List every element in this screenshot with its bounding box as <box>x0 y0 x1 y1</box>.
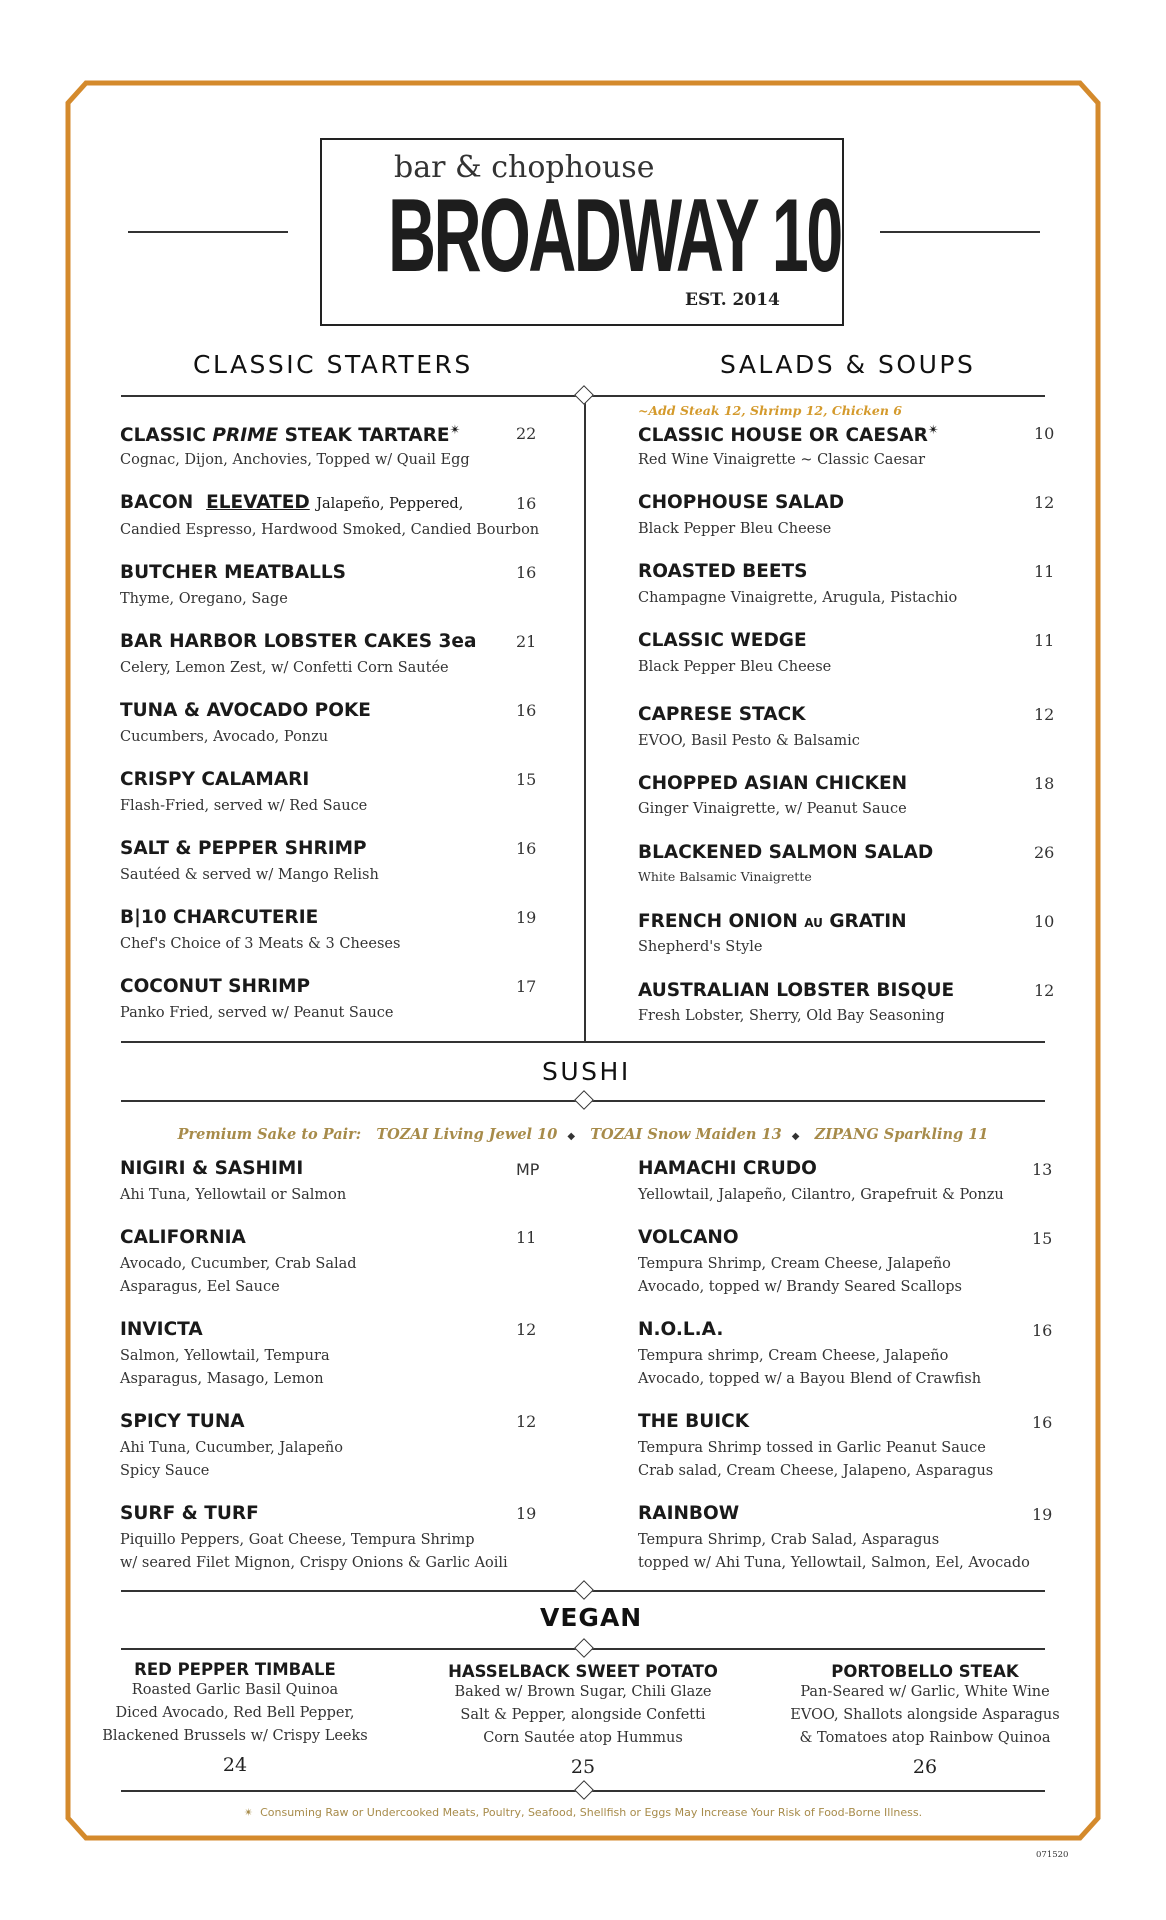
vegan-item <box>100 1660 370 1776</box>
salads-title: SALADS & SOUPS <box>720 350 976 379</box>
salad-price: 11 <box>1034 562 1055 581</box>
sushi-desc: Asparagus, Eel Sauce <box>120 1279 280 1295</box>
logo <box>320 138 844 326</box>
salad-desc: Black Pepper Bleu Cheese <box>638 521 832 537</box>
vegan-desc: Roasted Garlic Basil Quinoa <box>131 1682 339 1698</box>
starter-name: BACON ELEVATED Jalapeño, Peppered, <box>120 492 464 513</box>
sushi-price: 19 <box>516 1504 537 1523</box>
sushi-desc: Ahi Tuna, Cucumber, Jalapeño <box>120 1440 344 1456</box>
sushi-desc: Avocado, Cucumber, Crab Salad <box>120 1256 357 1272</box>
salad-desc: Black Pepper Bleu Cheese <box>638 659 832 675</box>
starter-price: 15 <box>516 770 537 789</box>
starter-price: 16 <box>516 563 537 582</box>
raw-food-warning: ✴ Consuming Raw or Undercooked Meats, Poultry, Seafood, Shellfish or Eggs May Increase Your Risk of Food-Borne Illness. <box>243 1806 923 1819</box>
salad-name: CLASSIC WEDGE <box>638 630 807 651</box>
starter-name: CLASSIC PRIME STEAK TARTARE✴ <box>120 423 461 447</box>
vegan-price: 26 <box>912 1756 938 1778</box>
starter-desc: Chef's Choice of 3 Meats & 3 Cheeses <box>120 936 401 952</box>
salad-price: 12 <box>1034 493 1055 512</box>
column-divider <box>584 396 586 1041</box>
sushi-price: 13 <box>1032 1160 1053 1179</box>
vegan-name: PORTOBELLO STEAK <box>831 1662 1019 1681</box>
warning-icon: ✴ <box>243 1806 254 1819</box>
sushi-desc: Crab salad, Cream Cheese, Jalapeno, Asparagus <box>638 1463 994 1479</box>
starter-name: CRISPY CALAMARI <box>120 769 310 790</box>
sushi-desc: Avocado, topped w/ a Bayou Blend of Crawfish <box>638 1371 982 1387</box>
starter-price: 16 <box>516 701 537 720</box>
sushi-desc: Salmon, Yellowtail, Tempura <box>120 1348 330 1364</box>
starter-price: 17 <box>516 977 537 996</box>
starter-desc: Candied Espresso, Hardwood Smoked, Candied Bourbon <box>120 522 540 538</box>
starter-name: SALT & PEPPER SHRIMP <box>120 838 367 859</box>
vegan-title: VEGAN <box>540 1603 643 1632</box>
sushi-desc: topped w/ Ahi Tuna, Yellowtail, Salmon, Eel, Avocado <box>638 1555 1030 1571</box>
logo-rule-left <box>128 231 288 233</box>
sushi-price: 12 <box>516 1320 537 1339</box>
sushi-price: 19 <box>1032 1505 1053 1524</box>
divider-sushi-top <box>121 1041 1045 1043</box>
logo-est: EST. 2014 <box>685 290 780 310</box>
sushi-desc: Ahi Tuna, Yellowtail or Salmon <box>120 1187 347 1203</box>
starter-desc: Sautéed & served w/ Mango Relish <box>120 867 379 883</box>
sushi-desc: Tempura shrimp, Cream Cheese, Jalapeño <box>638 1348 949 1364</box>
salad-desc: Red Wine Vinaigrette ~ Classic Caesar <box>638 452 926 468</box>
sushi-name: RAINBOW <box>638 1503 740 1524</box>
starter-name: BUTCHER MEATBALLS <box>120 562 346 583</box>
logo-name: BROADWAY 10 <box>388 178 841 294</box>
sushi-price: 16 <box>1032 1413 1053 1432</box>
vegan-desc: & Tomatoes atop Rainbow Quinoa <box>799 1730 1051 1746</box>
sushi-price: MP <box>516 1160 540 1179</box>
vegan-desc: Baked w/ Brown Sugar, Chili Glaze <box>454 1684 712 1700</box>
sushi-name: CALIFORNIA <box>120 1227 246 1248</box>
vegan-item <box>790 1662 1060 1778</box>
starter-price: 22 <box>516 424 537 443</box>
vegan-desc: Pan-Seared w/ Garlic, White Wine <box>800 1684 1050 1700</box>
salad-desc: EVOO, Basil Pesto & Balsamic <box>638 733 860 749</box>
salad-name: CHOPHOUSE SALAD <box>638 492 845 513</box>
salad-price: 18 <box>1034 774 1055 793</box>
salad-name: AUSTRALIAN LOBSTER BISQUE <box>638 980 955 1001</box>
starter-price: 21 <box>516 632 537 651</box>
sushi-name: THE BUICK <box>638 1411 750 1432</box>
sushi-desc: Tempura Shrimp tossed in Garlic Peanut Sauce <box>638 1440 986 1456</box>
sushi-price: 16 <box>1032 1321 1053 1340</box>
vegan-item <box>440 1662 726 1778</box>
vegan-name: HASSELBACK SWEET POTATO <box>448 1662 718 1681</box>
sushi-desc: Yellowtail, Jalapeño, Cilantro, Grapefruit & Ponzu <box>638 1187 1004 1203</box>
salad-name: CLASSIC HOUSE OR CAESAR✴ <box>638 423 939 447</box>
salad-desc: Champagne Vinaigrette, Arugula, Pistachio <box>638 590 958 606</box>
sushi-desc: Tempura Shrimp, Cream Cheese, Jalapeño <box>638 1256 951 1272</box>
sushi-price: 11 <box>516 1228 537 1247</box>
sushi-desc: Tempura Shrimp, Crab Salad, Asparagus <box>638 1532 940 1548</box>
starter-desc: Cognac, Dijon, Anchovies, Topped w/ Quail Egg <box>120 452 470 468</box>
sushi-desc: Avocado, topped w/ Brandy Seared Scallops <box>638 1279 962 1295</box>
menu-code: 071520 <box>1036 1850 1069 1860</box>
vegan-price: 24 <box>222 1754 248 1776</box>
vegan-name: RED PEPPER TIMBALE <box>134 1660 336 1679</box>
sushi-name: N.O.L.A. <box>638 1319 724 1340</box>
sushi-desc: Piquillo Peppers, Goat Cheese, Tempura Shrimp <box>120 1532 475 1548</box>
sushi-name: INVICTA <box>120 1319 203 1340</box>
salad-desc: Ginger Vinaigrette, w/ Peanut Sauce <box>638 801 907 817</box>
vegan-desc: Diced Avocado, Red Bell Pepper, <box>115 1705 355 1721</box>
starter-name: B|10 CHARCUTERIE <box>120 907 319 928</box>
sushi-price: 15 <box>1032 1229 1053 1248</box>
salad-desc: White Balsamic Vinaigrette <box>638 869 812 884</box>
salad-name: ROASTED BEETS <box>638 561 808 582</box>
starter-desc: Flash-Fried, served w/ Red Sauce <box>120 798 368 814</box>
logo-rule-right <box>880 231 1040 233</box>
salad-name: BLACKENED SALMON SALAD <box>638 842 934 863</box>
sushi-name: NIGIRI & SASHIMI <box>120 1158 304 1179</box>
starter-desc: Celery, Lemon Zest, w/ Confetti Corn Sautée <box>120 660 449 676</box>
sushi-name: HAMACHI CRUDO <box>638 1158 817 1179</box>
vegan-desc: Corn Sautée atop Hummus <box>483 1730 683 1746</box>
sushi-desc: Spicy Sauce <box>120 1463 210 1479</box>
salad-price: 10 <box>1034 912 1055 931</box>
starter-desc: Panko Fried, served w/ Peanut Sauce <box>120 1005 394 1021</box>
sushi-desc: w/ seared Filet Mignon, Crispy Onions & Garlic Aoili <box>120 1555 508 1571</box>
salad-price: 12 <box>1034 705 1055 724</box>
salad-price: 11 <box>1034 631 1055 650</box>
vegan-desc: Salt & Pepper, alongside Confetti <box>460 1707 706 1723</box>
starter-price: 19 <box>516 908 537 927</box>
sushi-title: SUSHI <box>542 1057 631 1086</box>
starter-name: COCONUT SHRIMP <box>120 976 311 997</box>
sushi-name: VOLCANO <box>638 1227 739 1248</box>
starter-desc: Thyme, Oregano, Sage <box>120 591 288 607</box>
salad-name: FRENCH ONION AU GRATIN <box>638 911 907 932</box>
vegan-price: 25 <box>570 1756 596 1778</box>
sushi-price: 12 <box>516 1412 537 1431</box>
salad-price: 12 <box>1034 981 1055 1000</box>
logo-subtitle: bar & chophouse <box>394 150 655 185</box>
starter-name: BAR HARBOR LOBSTER CAKES 3ea <box>120 631 477 652</box>
salad-name: CAPRESE STACK <box>638 704 806 725</box>
starter-name: TUNA & AVOCADO POKE <box>120 700 371 721</box>
sushi-name: SURF & TURF <box>120 1503 259 1524</box>
salad-desc: Shepherd's Style <box>638 939 763 955</box>
salad-price: 26 <box>1034 843 1055 862</box>
salad-price: 10 <box>1034 424 1055 443</box>
salad-name: CHOPPED ASIAN CHICKEN <box>638 773 908 794</box>
salad-addon: ~Add Steak 12, Shrimp 12, Chicken 6 <box>638 403 902 418</box>
sushi-desc: Asparagus, Masago, Lemon <box>120 1371 324 1387</box>
vegan-desc: Blackened Brussels w/ Crispy Leeks <box>102 1728 368 1744</box>
sushi-name: SPICY TUNA <box>120 1411 245 1432</box>
starter-price: 16 <box>516 839 537 858</box>
vegan-desc: EVOO, Shallots alongside Asparagus <box>790 1707 1060 1723</box>
starter-desc: Cucumbers, Avocado, Ponzu <box>120 729 329 745</box>
salad-desc: Fresh Lobster, Sherry, Old Bay Seasoning <box>638 1008 945 1024</box>
sake-pairing: Premium Sake to Pair: TOZAI Living Jewel 10 ◆ TOZAI Snow Maiden 13 ◆ ZIPANG Sparkling 11 <box>177 1126 989 1143</box>
starters-title: CLASSIC STARTERS <box>193 350 473 379</box>
starter-price: 16 <box>516 494 537 513</box>
